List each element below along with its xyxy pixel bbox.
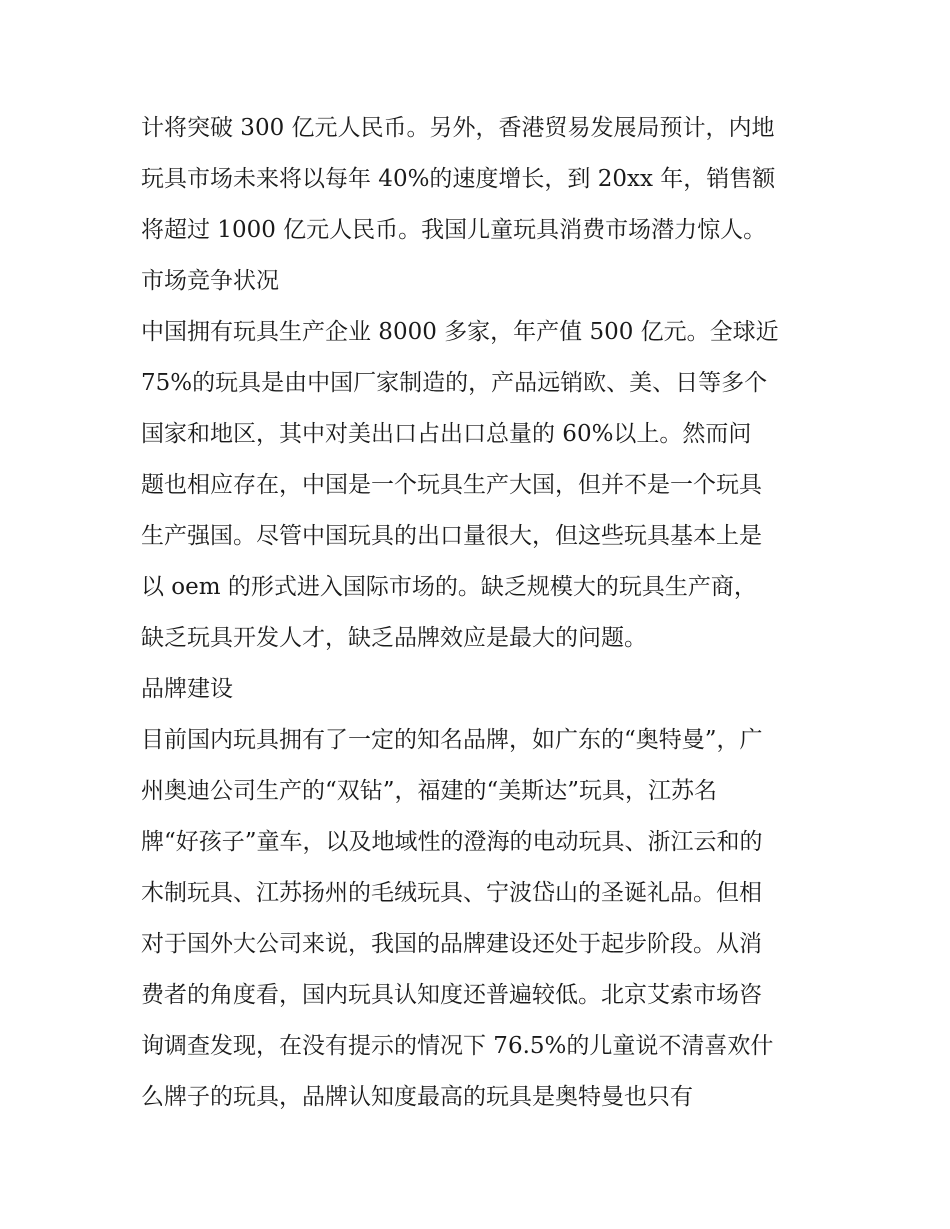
- paragraph-line: 中国拥有玩具生产企业 8000 多家，年产值 500 亿元。全球近: [141, 319, 779, 345]
- paragraph-line: 费者的角度看，国内玩具认知度还普遍较低。北京艾索市场咨: [141, 982, 762, 1008]
- paragraph-line: 75%的玩具是由中国厂家制造的，产品远销欧、美、日等多个: [141, 370, 768, 396]
- paragraph-line: 玩具市场未来将以每年 40%的速度增长，到 20xx 年，销售额: [141, 166, 776, 192]
- paragraph-line: 计将突破 300 亿元人民币。另外，香港贸易发展局预计，内地: [141, 115, 775, 141]
- paragraph-line: 目前国内玩具拥有了一定的知名品牌，如广东的“奥特曼”，广: [141, 727, 763, 753]
- paragraph-line: 题也相应存在，中国是一个玩具生产大国，但并不是一个玩具: [141, 472, 762, 498]
- paragraph-line: 缺乏玩具开发人才，缺乏品牌效应是最大的问题。: [141, 625, 647, 651]
- paragraph-line: 州奥迪公司生产的“双钻”，福建的“美斯达”玩具，江苏名: [141, 778, 718, 804]
- paragraph-line: 牌“好孩子”童车，以及地域性的澄海的电动玩具、浙江云和的: [141, 829, 763, 855]
- paragraph-line: 以 oem 的形式进入国际市场的。缺乏规模大的玩具生产商，: [141, 574, 757, 600]
- paragraph-line: 国家和地区，其中对美出口占出口总量的 60%以上。然而问: [141, 421, 752, 447]
- section-heading-brand-building: 品牌建设: [141, 676, 233, 702]
- paragraph-line: 对于国外大公司来说，我国的品牌建设还处于起步阶段。从消: [141, 931, 762, 957]
- paragraph-line: 么牌子的玩具，品牌认知度最高的玩具是奥特曼也只有: [141, 1084, 693, 1110]
- section-heading-market-competition: 市场竞争状况: [141, 268, 279, 294]
- document-body: [141, 103, 821, 1123]
- paragraph-line: 生产强国。尽管中国玩具的出口量很大，但这些玩具基本上是: [141, 523, 762, 549]
- paragraph-line: 询调查发现，在没有提示的情况下 76.5%的儿童说不清喜欢什: [141, 1033, 774, 1059]
- paragraph-line: 木制玩具、江苏扬州的毛绒玩具、宁波岱山的圣诞礼品。但相: [141, 880, 762, 906]
- paragraph-line: 将超过 1000 亿元人民币。我国儿童玩具消费市场潜力惊人。: [141, 217, 767, 243]
